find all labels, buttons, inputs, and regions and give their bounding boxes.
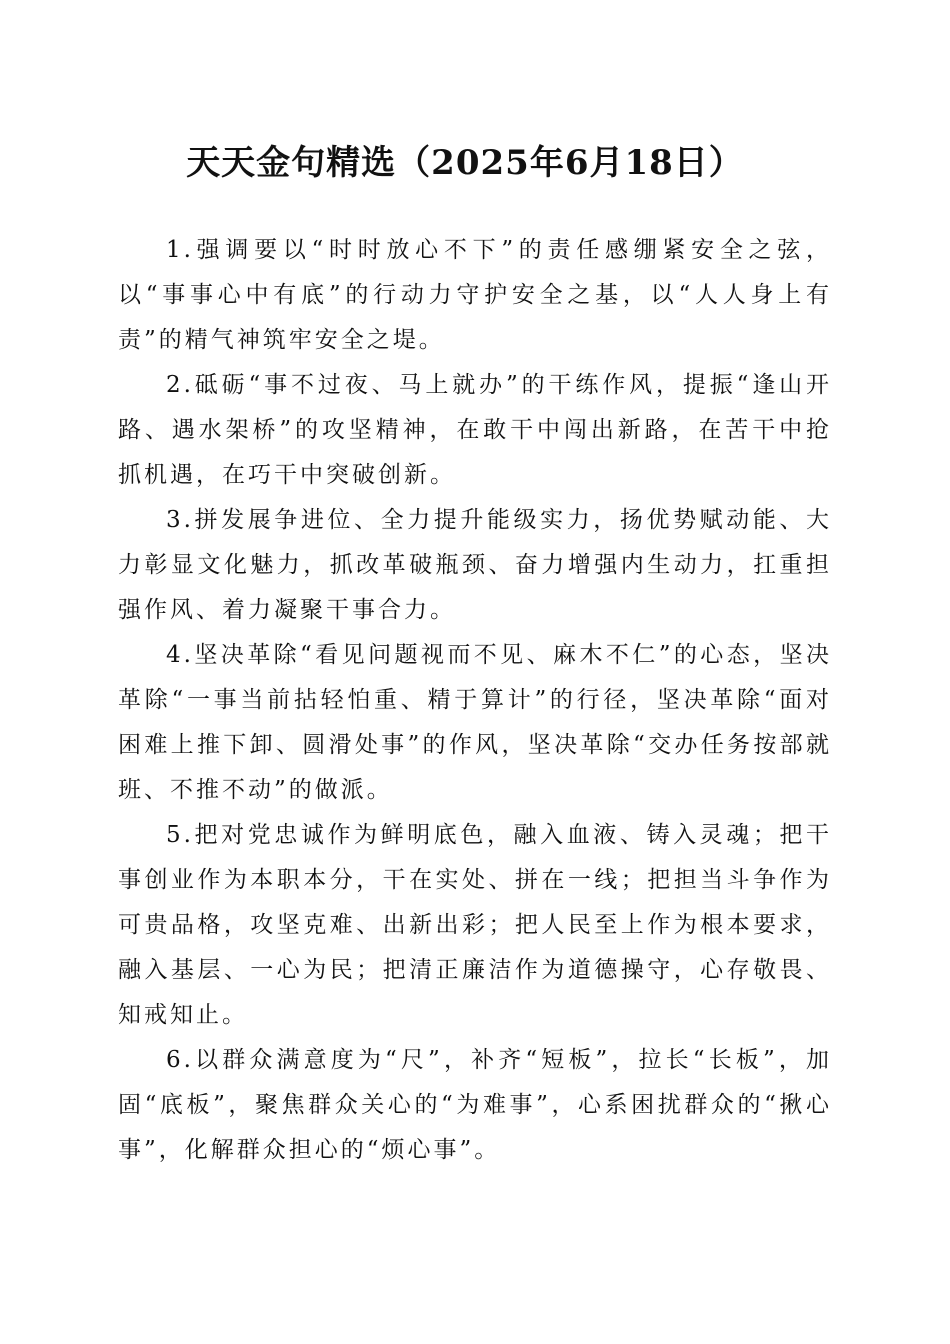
- quote-paragraph-5: 5.把对党忠诚作为鲜明底色，融入血液、铸入灵魂；把干事创业作为本职本分，干在实处、拼在一线；把担当斗争作为可贵品格，攻坚克难、出新出彩；把人民至上作为根本要求，融入基层、一心为民；把清正廉洁作为道德操守，心存敬畏、知戒知止。: [118, 822, 832, 1028]
- quote-paragraph-6: 6.以群众满意度为“尺”，补齐“短板”，拉长“长板”，加固“底板”，聚焦群众关心的“为难事”，心系困扰群众的“揪心事”，化解群众担心的“烦心事”。: [118, 1047, 832, 1163]
- document-body: [118, 228, 832, 1173]
- quote-paragraph-2: 2.砥砺“事不过夜、马上就办”的干练作风，提振“逢山开路、遇水架桥”的攻坚精神，在敢干中闯出新路，在苦干中抢抓机遇，在巧干中突破创新。: [118, 372, 832, 488]
- quote-paragraph-1: 1.强调要以“时时放心不下”的责任感绷紧安全之弦，以“事事心中有底”的行动力守护安全之基，以“人人身上有责”的精气神筑牢安全之堤。: [118, 237, 832, 353]
- document-title: 天天金句精选（2025年6月18日）: [186, 143, 744, 183]
- quote-paragraph-3: 3.拼发展争进位、全力提升能级实力，扬优势赋动能、大力彰显文化魅力，抓改革破瓶颈、奋力增强内生动力，扛重担强作风、着力凝聚干事合力。: [118, 507, 832, 623]
- quote-paragraph-4: 4.坚决革除“看见问题视而不见、麻木不仁”的心态，坚决革除“一事当前拈轻怕重、精于算计”的行径，坚决革除“面对困难上推下卸、圆滑处事”的作风，坚决革除“交办任务按部就班、不推不动”的做派。: [118, 642, 832, 803]
